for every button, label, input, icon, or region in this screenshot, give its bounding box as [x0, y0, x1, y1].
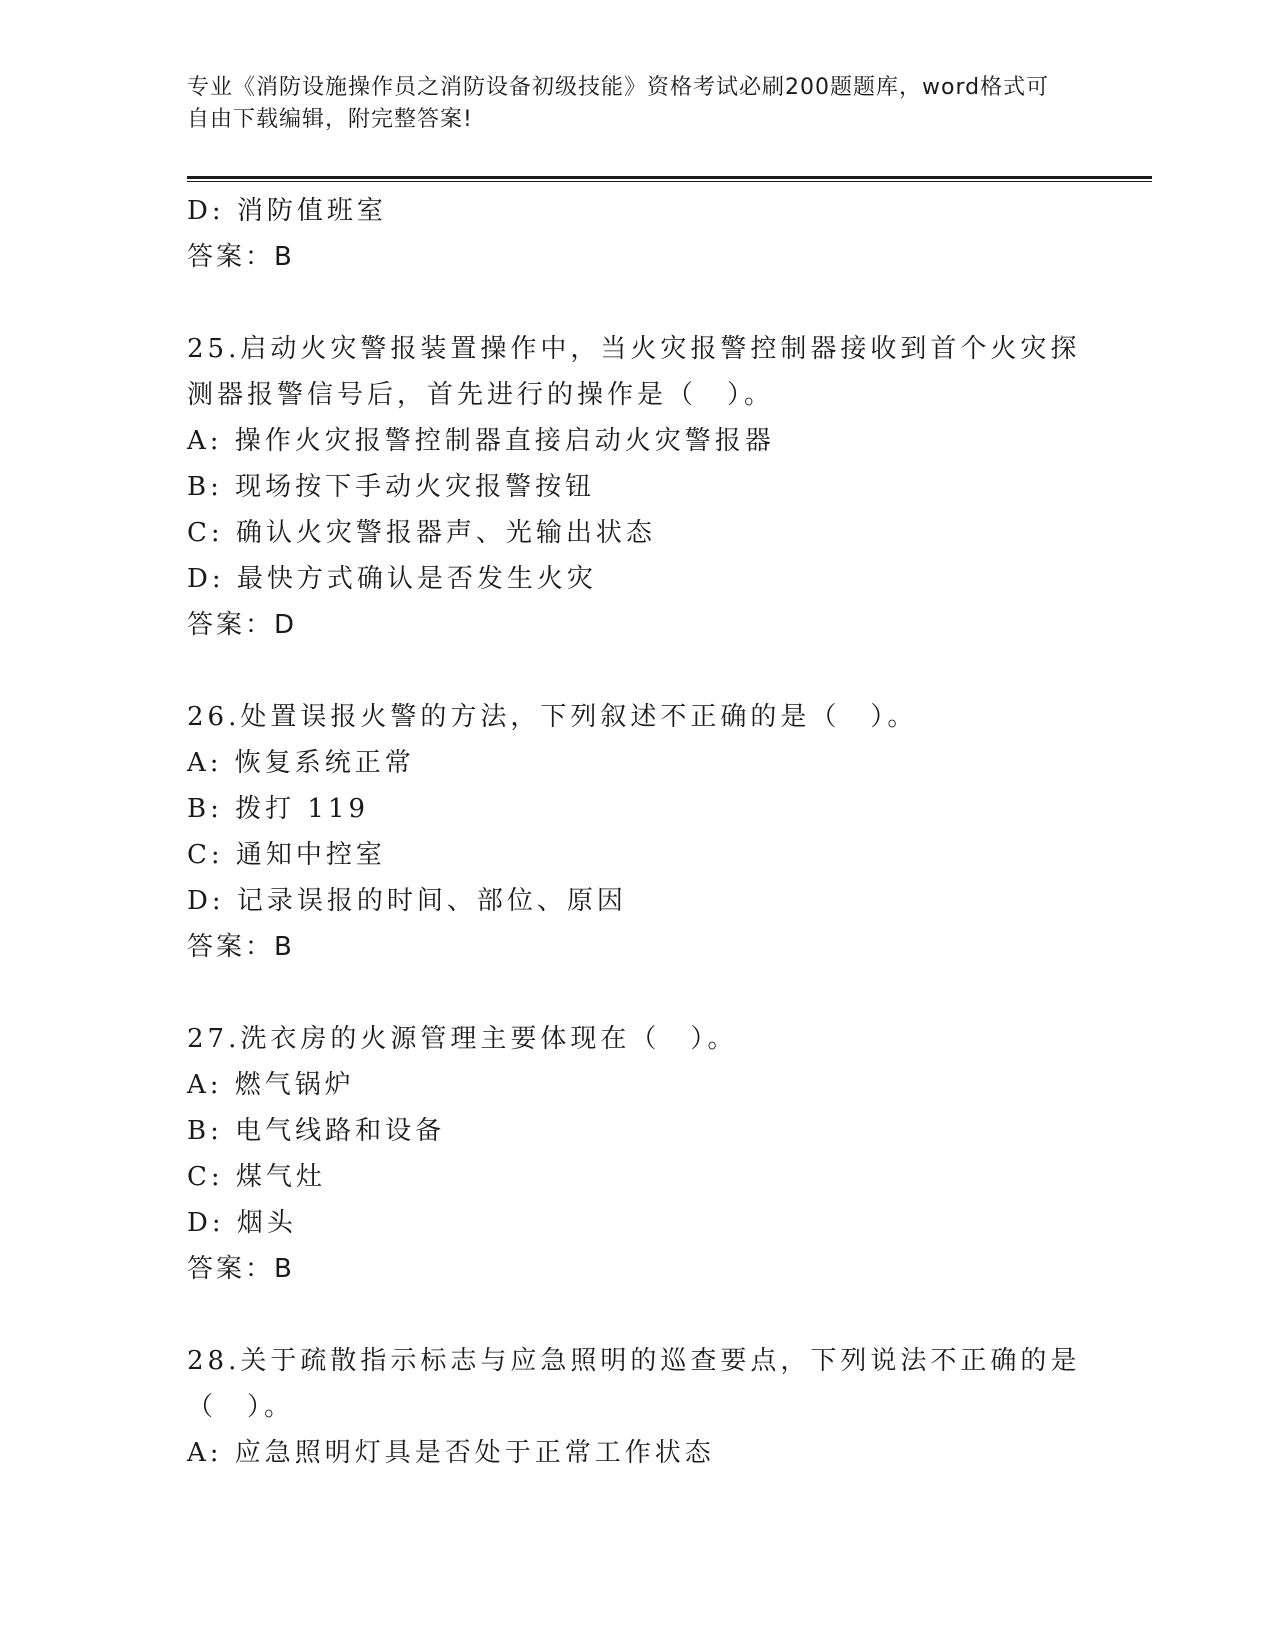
option-b: B: 现场按下手动火灾报警按钮: [187, 472, 596, 502]
answer: 答案：B: [187, 1254, 295, 1284]
question-list: [187, 188, 1087, 1476]
option-a: A: 恢复系统正常: [187, 748, 415, 778]
spacer: [187, 1292, 1087, 1338]
header-divider: [187, 176, 1152, 179]
answer: 答案：B: [187, 932, 295, 962]
question-25: [187, 326, 1087, 648]
option-d: D: 记录误报的时间、部位、原因: [187, 886, 627, 916]
answer: 答案：B: [187, 242, 295, 272]
question-27: [187, 1016, 1087, 1292]
option-d: D: 最快方式确认是否发生火灾: [187, 564, 597, 594]
option-b: B: 拨打 119: [187, 794, 370, 824]
option-d: D: 消防值班室: [187, 196, 387, 226]
option-c: C: 煤气灶: [187, 1162, 326, 1192]
option-c: C: 通知中控室: [187, 840, 386, 870]
question-text: 28.关于疏散指示标志与应急照明的巡查要点，下列说法不正确的是（ ）。: [187, 1346, 1081, 1422]
question-26: [187, 694, 1087, 970]
option-c: C: 确认火灾警报器声、光输出状态: [187, 518, 656, 548]
option-b: B: 电气线路和设备: [187, 1116, 446, 1146]
spacer: [187, 648, 1087, 694]
document-header: 专业《消防设施操作员之消防设备初级技能》资格考试必刷200题题库，word格式可自由下载编辑，附完整答案!: [187, 75, 1050, 132]
question-28: [187, 1338, 1087, 1476]
option-a: A: 应急照明灯具是否处于正常工作状态: [187, 1438, 715, 1468]
spacer: [187, 280, 1087, 326]
question-text: 26.处置误报火警的方法，下列叙述不正确的是（ ）。: [187, 702, 918, 732]
option-a: A: 燃气锅炉: [187, 1070, 355, 1100]
option-d: D: 烟头: [187, 1208, 297, 1238]
answer: 答案：D: [187, 610, 298, 640]
question-text: 27.洗衣房的火源管理主要体现在（ ）。: [187, 1024, 738, 1054]
question-text: 25.启动火灾警报装置操作中，当火灾报警控制器接收到首个火灾探测器报警信号后，首先进行的操作是（ ）。: [187, 334, 1081, 410]
header-divider-thin: [187, 181, 1152, 182]
spacer: [187, 970, 1087, 1016]
option-a: A: 操作火灾报警控制器直接启动火灾警报器: [187, 426, 775, 456]
